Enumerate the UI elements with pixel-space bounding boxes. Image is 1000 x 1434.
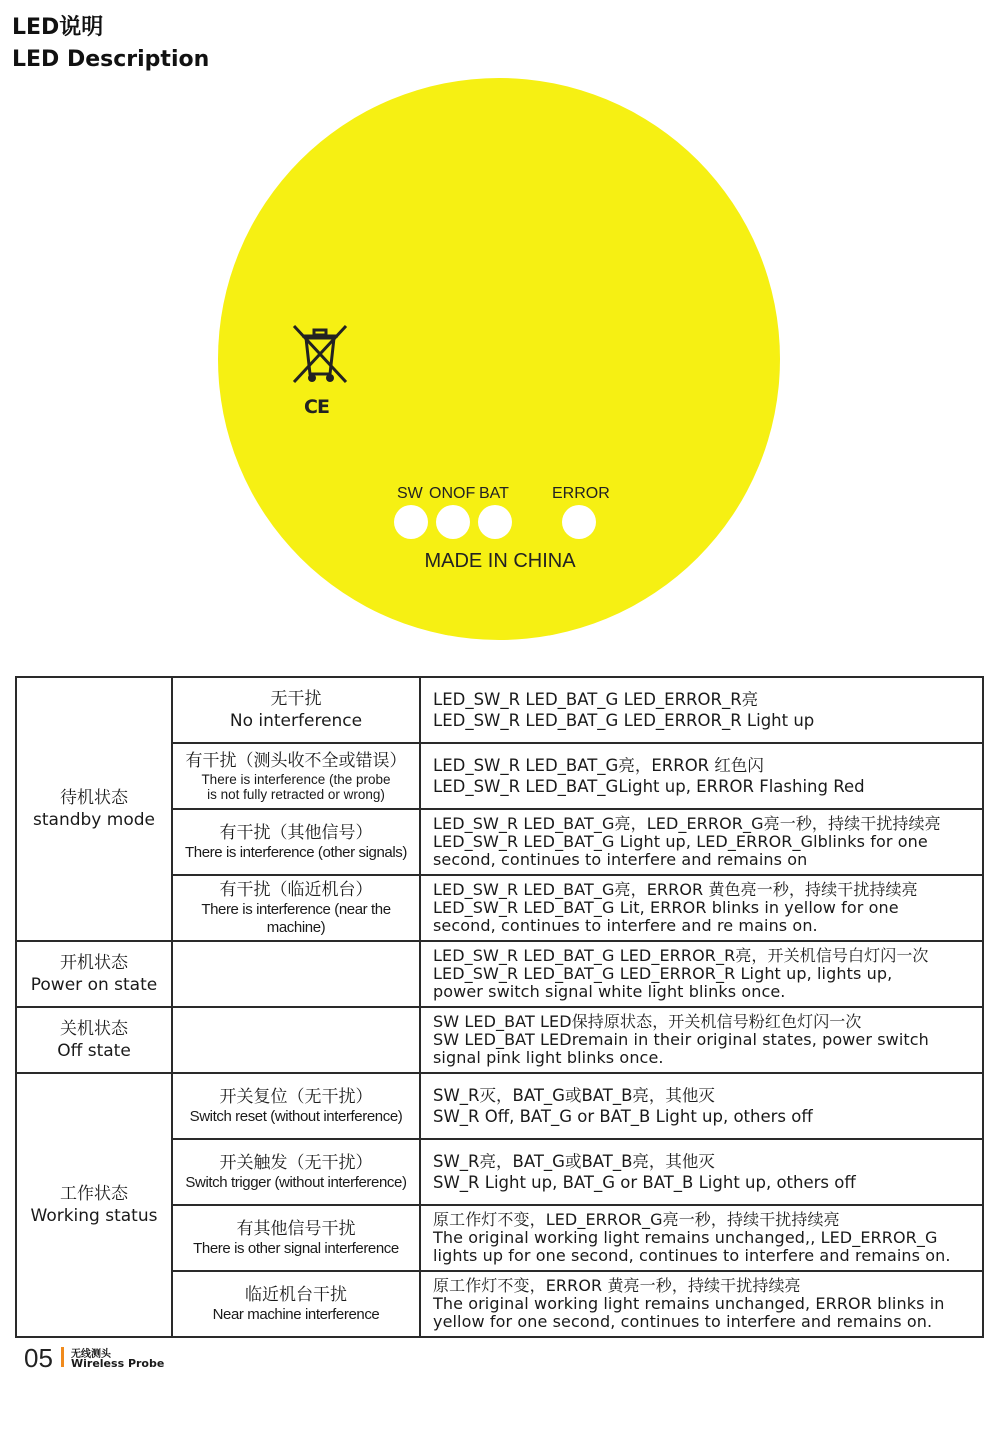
description-cell: 原工作灯不变，ERROR 黄亮一秒，持续干扰持续亮 The original working light remains unchanged, ERROR blinks in yellow for one second, continues to interfere and remains on.: [420, 1271, 983, 1337]
label-bat: BAT: [479, 485, 509, 502]
condition-cell-empty: [172, 1007, 420, 1073]
category-working: 工作状态 Working status: [16, 1073, 172, 1337]
description-cell: LED_SW_R LED_BAT_G亮，ERROR 黄色亮一秒，持续干扰持续亮 LED_SW_R LED_BAT_G Lit, ERROR blinks in yellow for one second, continues to interfere and re mains on.: [420, 875, 983, 941]
title-zh: LED说明: [12, 15, 104, 40]
condition-cell-empty: [172, 941, 420, 1007]
label-sw: SW: [397, 485, 423, 502]
page-header: [12, 12, 209, 76]
label-error: ERROR: [552, 485, 610, 502]
condition-cell: 有其他信号干扰 There is other signal interference: [172, 1205, 420, 1271]
description-cell: SW_R灭，BAT_G或BAT_B亮，其他灭 SW_R Off, BAT_G or BAT_B Light up, others off: [420, 1073, 983, 1139]
led-sw: [394, 505, 428, 539]
description-cell: LED_SW_R LED_BAT_G LED_ERROR_R亮，开关机信号白灯闪一次 LED_SW_R LED_BAT_G LED_ERROR_R Light up, lights up, power switch signal white light blinks once.: [420, 941, 983, 1007]
condition-cell: 无干扰 No interference: [172, 677, 420, 743]
led-onof: [436, 505, 470, 539]
page-number: 05: [24, 1343, 53, 1373]
condition-cell: 有干扰（测头收不全或错误） There is interference (the probe is not fully retracted or wrong): [172, 743, 420, 809]
weee-bin-icon: [290, 324, 350, 386]
description-cell: SW_R亮，BAT_G或BAT_B亮，其他灭 SW_R Light up, BAT_G or BAT_B Light up, others off: [420, 1139, 983, 1205]
made-in-china: MADE IN CHINA: [424, 550, 576, 572]
description-cell: LED_SW_R LED_BAT_G亮，ERROR 红色闪 LED_SW_R LED_BAT_GLight up, ERROR Flashing Red: [420, 743, 983, 809]
table-row: [16, 941, 983, 1007]
description-cell: 原工作灯不变，LED_ERROR_G亮一秒，持续干扰持续亮 The original working light remains unchanged,, LED_ERROR_G lights up for one second, continues to interfere and remains on.: [420, 1205, 983, 1271]
led-error: [562, 505, 596, 539]
label-onof: ONOF: [429, 485, 476, 502]
led-bat: [478, 505, 512, 539]
title-en: LED Description: [12, 47, 210, 72]
condition-cell: 有干扰（临近机台） There is interference (near the machine): [172, 875, 420, 941]
description-cell: LED_SW_R LED_BAT_G LED_ERROR_R亮 LED_SW_R LED_BAT_G LED_ERROR_R Light up: [420, 677, 983, 743]
category-power-on: 开机状态 Power on state: [16, 941, 172, 1007]
table-row: [16, 1073, 983, 1139]
description-cell: SW LED_BAT LED保持原状态，开关机信号粉红色灯闪一次 SW LED_BAT LEDremain in their original states, power switch signal pink light blinks once.: [420, 1007, 983, 1073]
category-off: 关机状态 Off state: [16, 1007, 172, 1073]
condition-cell: 有干扰（其他信号） There is interference (other signals): [172, 809, 420, 875]
description-cell: LED_SW_R LED_BAT_G亮，LED_ERROR_G亮一秒，持续干扰持续亮 LED_SW_R LED_BAT_G Light up, LED_ERROR_Glblinks for one second, continues to interfere and remains on: [420, 809, 983, 875]
condition-cell: 开关复位（无干扰） Switch reset (without interference): [172, 1073, 420, 1139]
footer-product-en: Wireless Probe: [71, 1357, 165, 1370]
table-row: [16, 1007, 983, 1073]
condition-cell: 开关触发（无干扰） Switch trigger (without interference): [172, 1139, 420, 1205]
led-spec-table: [15, 676, 984, 1338]
table-row: [16, 677, 983, 743]
category-standby: 待机状态 standby mode: [16, 677, 172, 941]
condition-cell: 临近机台干扰 Near machine interference: [172, 1271, 420, 1337]
footer-product-zh: 无线测头: [71, 1349, 111, 1360]
footer-accent-bar: [61, 1347, 64, 1367]
ce-mark: CE: [304, 396, 329, 418]
